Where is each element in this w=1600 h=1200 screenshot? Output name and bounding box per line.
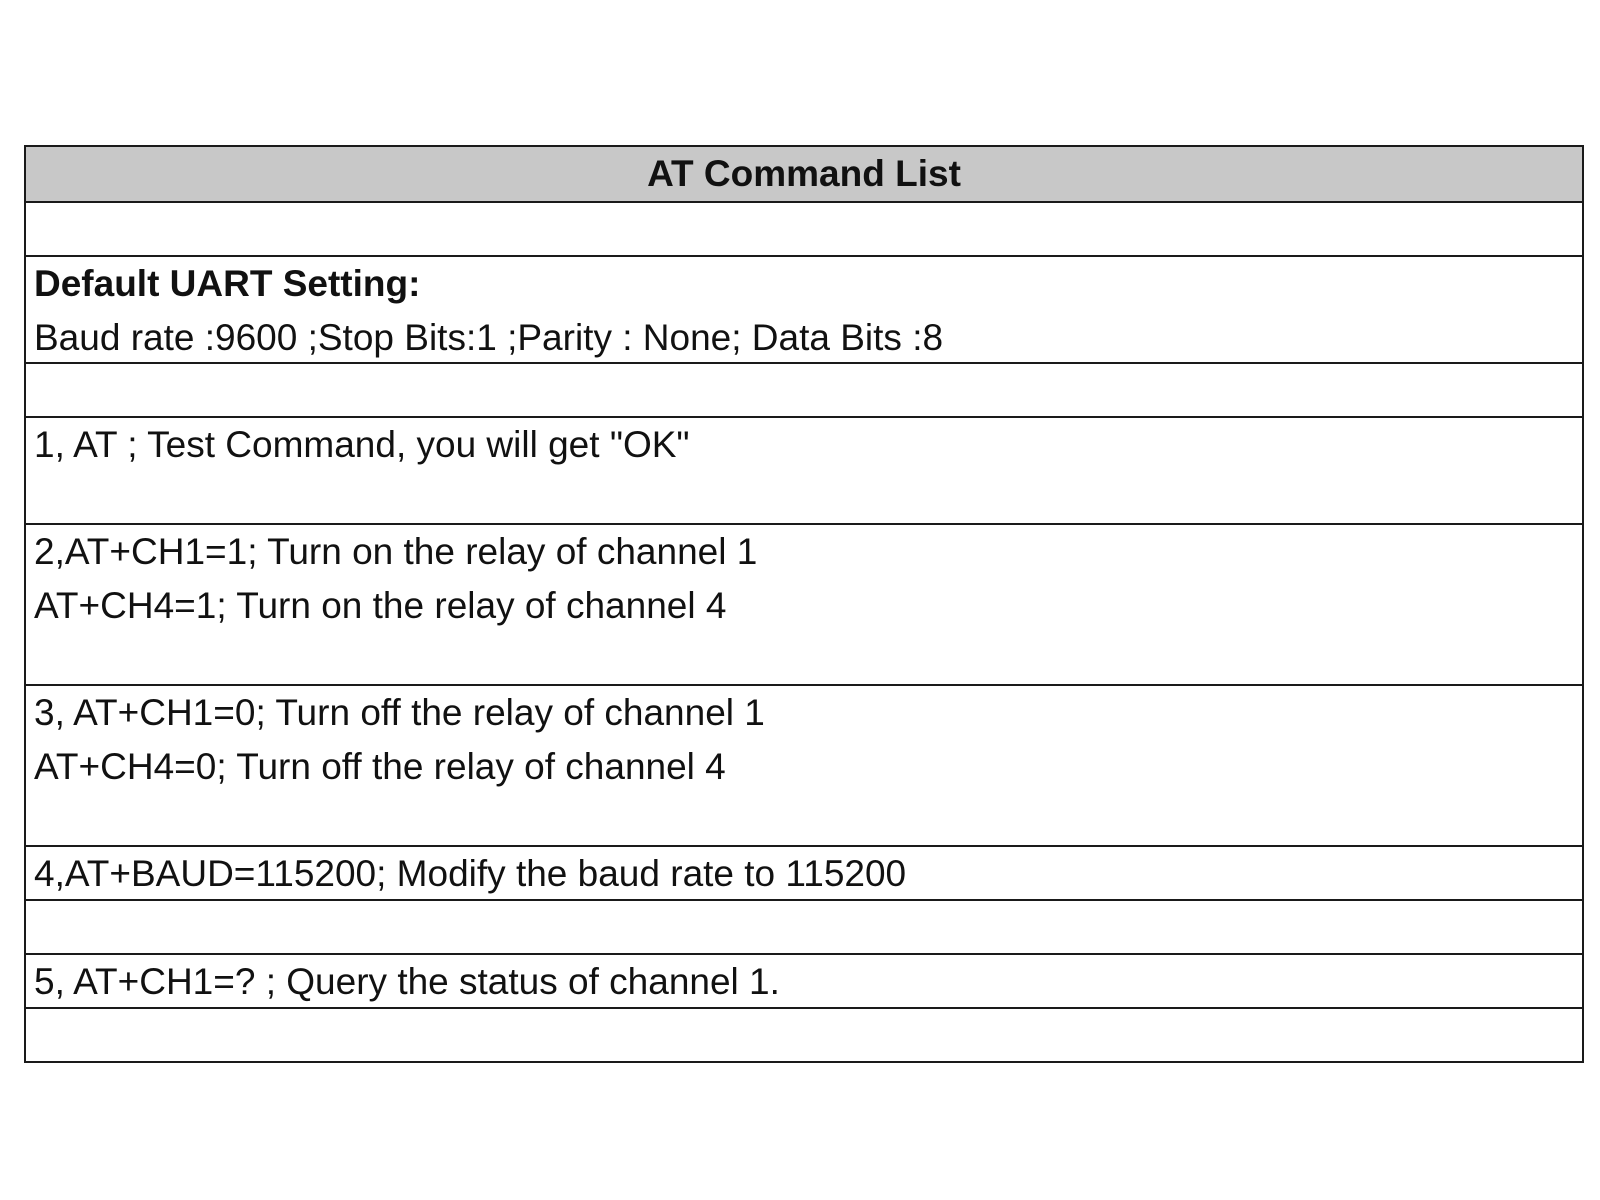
at-command-table xyxy=(24,145,1584,1063)
command-line: AT+CH4=1; Turn on the relay of channel 4 xyxy=(34,585,727,626)
command-line: AT+CH4=0; Turn off the relay of channel 4 xyxy=(34,746,726,787)
command-line: 2,AT+CH1=1; Turn on the relay of channel 1 xyxy=(34,531,758,572)
empty-row xyxy=(26,201,1582,255)
command-row-2 xyxy=(26,523,1582,684)
empty-row xyxy=(26,362,1582,416)
empty-row xyxy=(26,899,1582,953)
command-line: 5, AT+CH1=? ; Query the status of channel 1. xyxy=(34,961,780,1002)
default-setting-details: Baud rate :9600 ;Stop Bits:1 ;Parity : None; Data Bits :8 xyxy=(34,317,944,358)
default-uart-setting-row xyxy=(26,255,1582,362)
command-row-3 xyxy=(26,684,1582,845)
command-line: 4,AT+BAUD=115200; Modify the baud rate to 115200 xyxy=(34,853,907,894)
empty-row xyxy=(26,1007,1582,1061)
command-row-5 xyxy=(26,953,1582,1007)
table-title: AT Command List xyxy=(26,147,1582,201)
command-line: 3, AT+CH1=0; Turn off the relay of channel 1 xyxy=(34,692,765,733)
default-setting-heading: Default UART Setting: xyxy=(34,263,421,304)
command-row-1 xyxy=(26,416,1582,523)
command-line: 1, AT ; Test Command, you will get "OK" xyxy=(34,424,690,465)
command-row-4 xyxy=(26,845,1582,899)
